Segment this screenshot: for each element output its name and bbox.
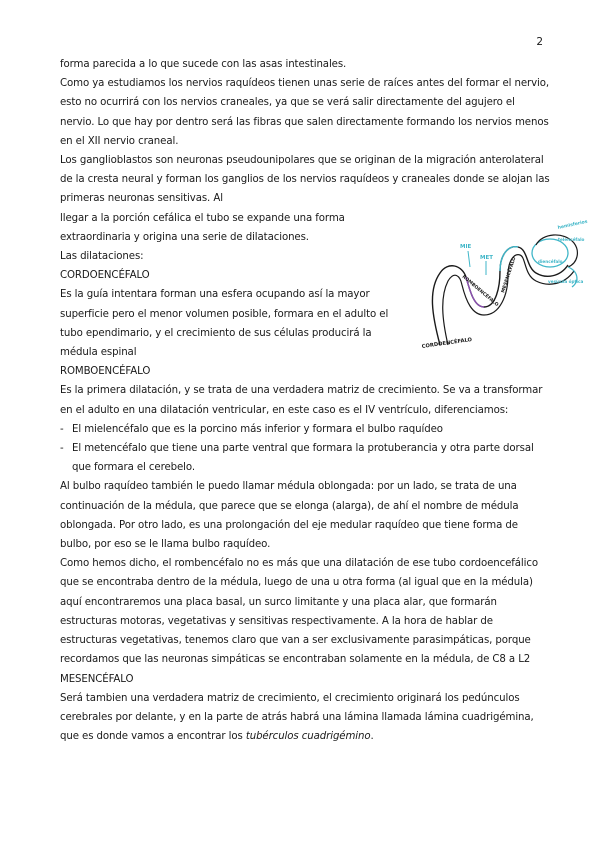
bullet-dash: - bbox=[60, 423, 64, 435]
sketch-label-telen: telencéfalo bbox=[558, 237, 585, 242]
section-heading-romboencefalo: ROMBOENCÉFALO bbox=[60, 366, 151, 378]
list-item-text: El mielencéfalo que es la porcino más inferior y formara el bulbo raquídeo bbox=[72, 423, 443, 435]
sketch-label-rombo: ROMBOENCÉFALO bbox=[460, 274, 499, 308]
paragraph: Es la primera dilatación, y se trata de una verdadera matriz de crecimiento. Se va a transformar en el adulto en una dilatación ventricular, en este caso es el IV ventrículo, diferenciamos: bbox=[60, 385, 543, 416]
paragraph: forma parecida a lo que sucede con las asas intestinales. bbox=[60, 59, 347, 70]
paragraph: Los ganglioblastos son neuronas pseudounipolares que se originan de la migración anterolateral de la cresta neural y forman los ganglios de los nervios raquídeos y craneales donde se alojan las primeras neuronas sensitivas. Al bbox=[60, 155, 550, 205]
paragraph: Es la guía intentara forman una esfera ocupando así la mayor superficie pero el menor volumen posible, formara en el adulto el tubo ependimario, y el crecimiento de sus células producirá la médula espinal bbox=[60, 289, 389, 359]
sketch-label-dien: diencéfalo bbox=[538, 259, 563, 264]
body-text bbox=[60, 55, 550, 746]
sketch-label-met: MET bbox=[480, 255, 493, 261]
pointer-line bbox=[468, 251, 470, 267]
list-item bbox=[60, 420, 550, 439]
italic-term: tubérculos cuadrigémino bbox=[245, 731, 371, 743]
list-item bbox=[60, 439, 550, 477]
paragraph: Como ya estudiamos los nervios raquídeos tienen unas serie de raíces antes del formar el nervio, esto no ocurrirá con los nervios craneales, ya que se verá salir directamente del agujero el nervio. Lo que hay por dentro será las fibras que salen directamente formando los nervios menos en el XII nervio craneal. bbox=[60, 78, 550, 147]
neural-tube-sketch bbox=[418, 215, 590, 350]
sketch-label-hem: hemisferios bbox=[557, 219, 589, 231]
paragraph bbox=[60, 689, 550, 747]
paragraph: Como hemos dicho, el rombencéfalo no es más que una dilatación de ese tubo cordoencefálico que se encontraba dentro de la médula, luego de una u otra forma (al igual que en la médula) aquí encontraremos una placa basal, un surco limitante y una placa alar, que formarán estructuras motoras, vegetativas y sensitivas respectivamente. A la hora de hablar de estructuras vegetativas, tenemos claro que van a ser exclusivamente parasimpáticas, porque recordamos que las neuronas simpáticas se encontraban solamente en la médula, de C8 a L2 bbox=[60, 558, 539, 666]
paragraph: Al bulbo raquídeo también le puedo llamar médula oblongada: por un lado, se trata de una continuación de la médula, que parece que se elonga (alarga), de ahí el nombre de médula oblongada. Por otro lado, es una prolongación del eje medular raquídeo que tiene forma de bulbo, por eso se le llama bulbo raquídeo. bbox=[60, 481, 519, 551]
section-heading-mesencefalo: MESENCÉFALO bbox=[60, 673, 134, 685]
bullet-dash: - bbox=[60, 443, 64, 455]
page-number: 2 bbox=[536, 36, 543, 48]
list-item-text: El metencéfalo que tiene una parte ventral que formara la protuberancia y otra parte dorsal que formara el cerebelo. bbox=[72, 443, 534, 474]
sketch-label-mie: MIE bbox=[460, 244, 472, 250]
sketch-label-cordo: CORDOENCÉFALO bbox=[421, 336, 473, 350]
paragraph: llegar a la porción cefálica el tubo se expande una forma extraordinaria y origina una serie de dilataciones. bbox=[60, 212, 345, 243]
paragraph-text: Será tambien una verdadera matriz de crecimiento, el crecimiento originará los pedúnculos cerebrales por delante, y en la parte de atrás habrá una lámina llamada lámina cuadrigémina, que es donde vamos a encontrar los bbox=[60, 692, 534, 743]
sketch-label-vesicula: vesícula óptica bbox=[548, 279, 584, 284]
paragraph-end: . bbox=[370, 731, 374, 743]
sketch-label-mes: MESENCÉFALO bbox=[501, 256, 518, 294]
paragraph: Las dilataciones: bbox=[60, 251, 144, 263]
section-heading-cordoencefalo: CORDOENCÉFALO bbox=[60, 270, 150, 282]
